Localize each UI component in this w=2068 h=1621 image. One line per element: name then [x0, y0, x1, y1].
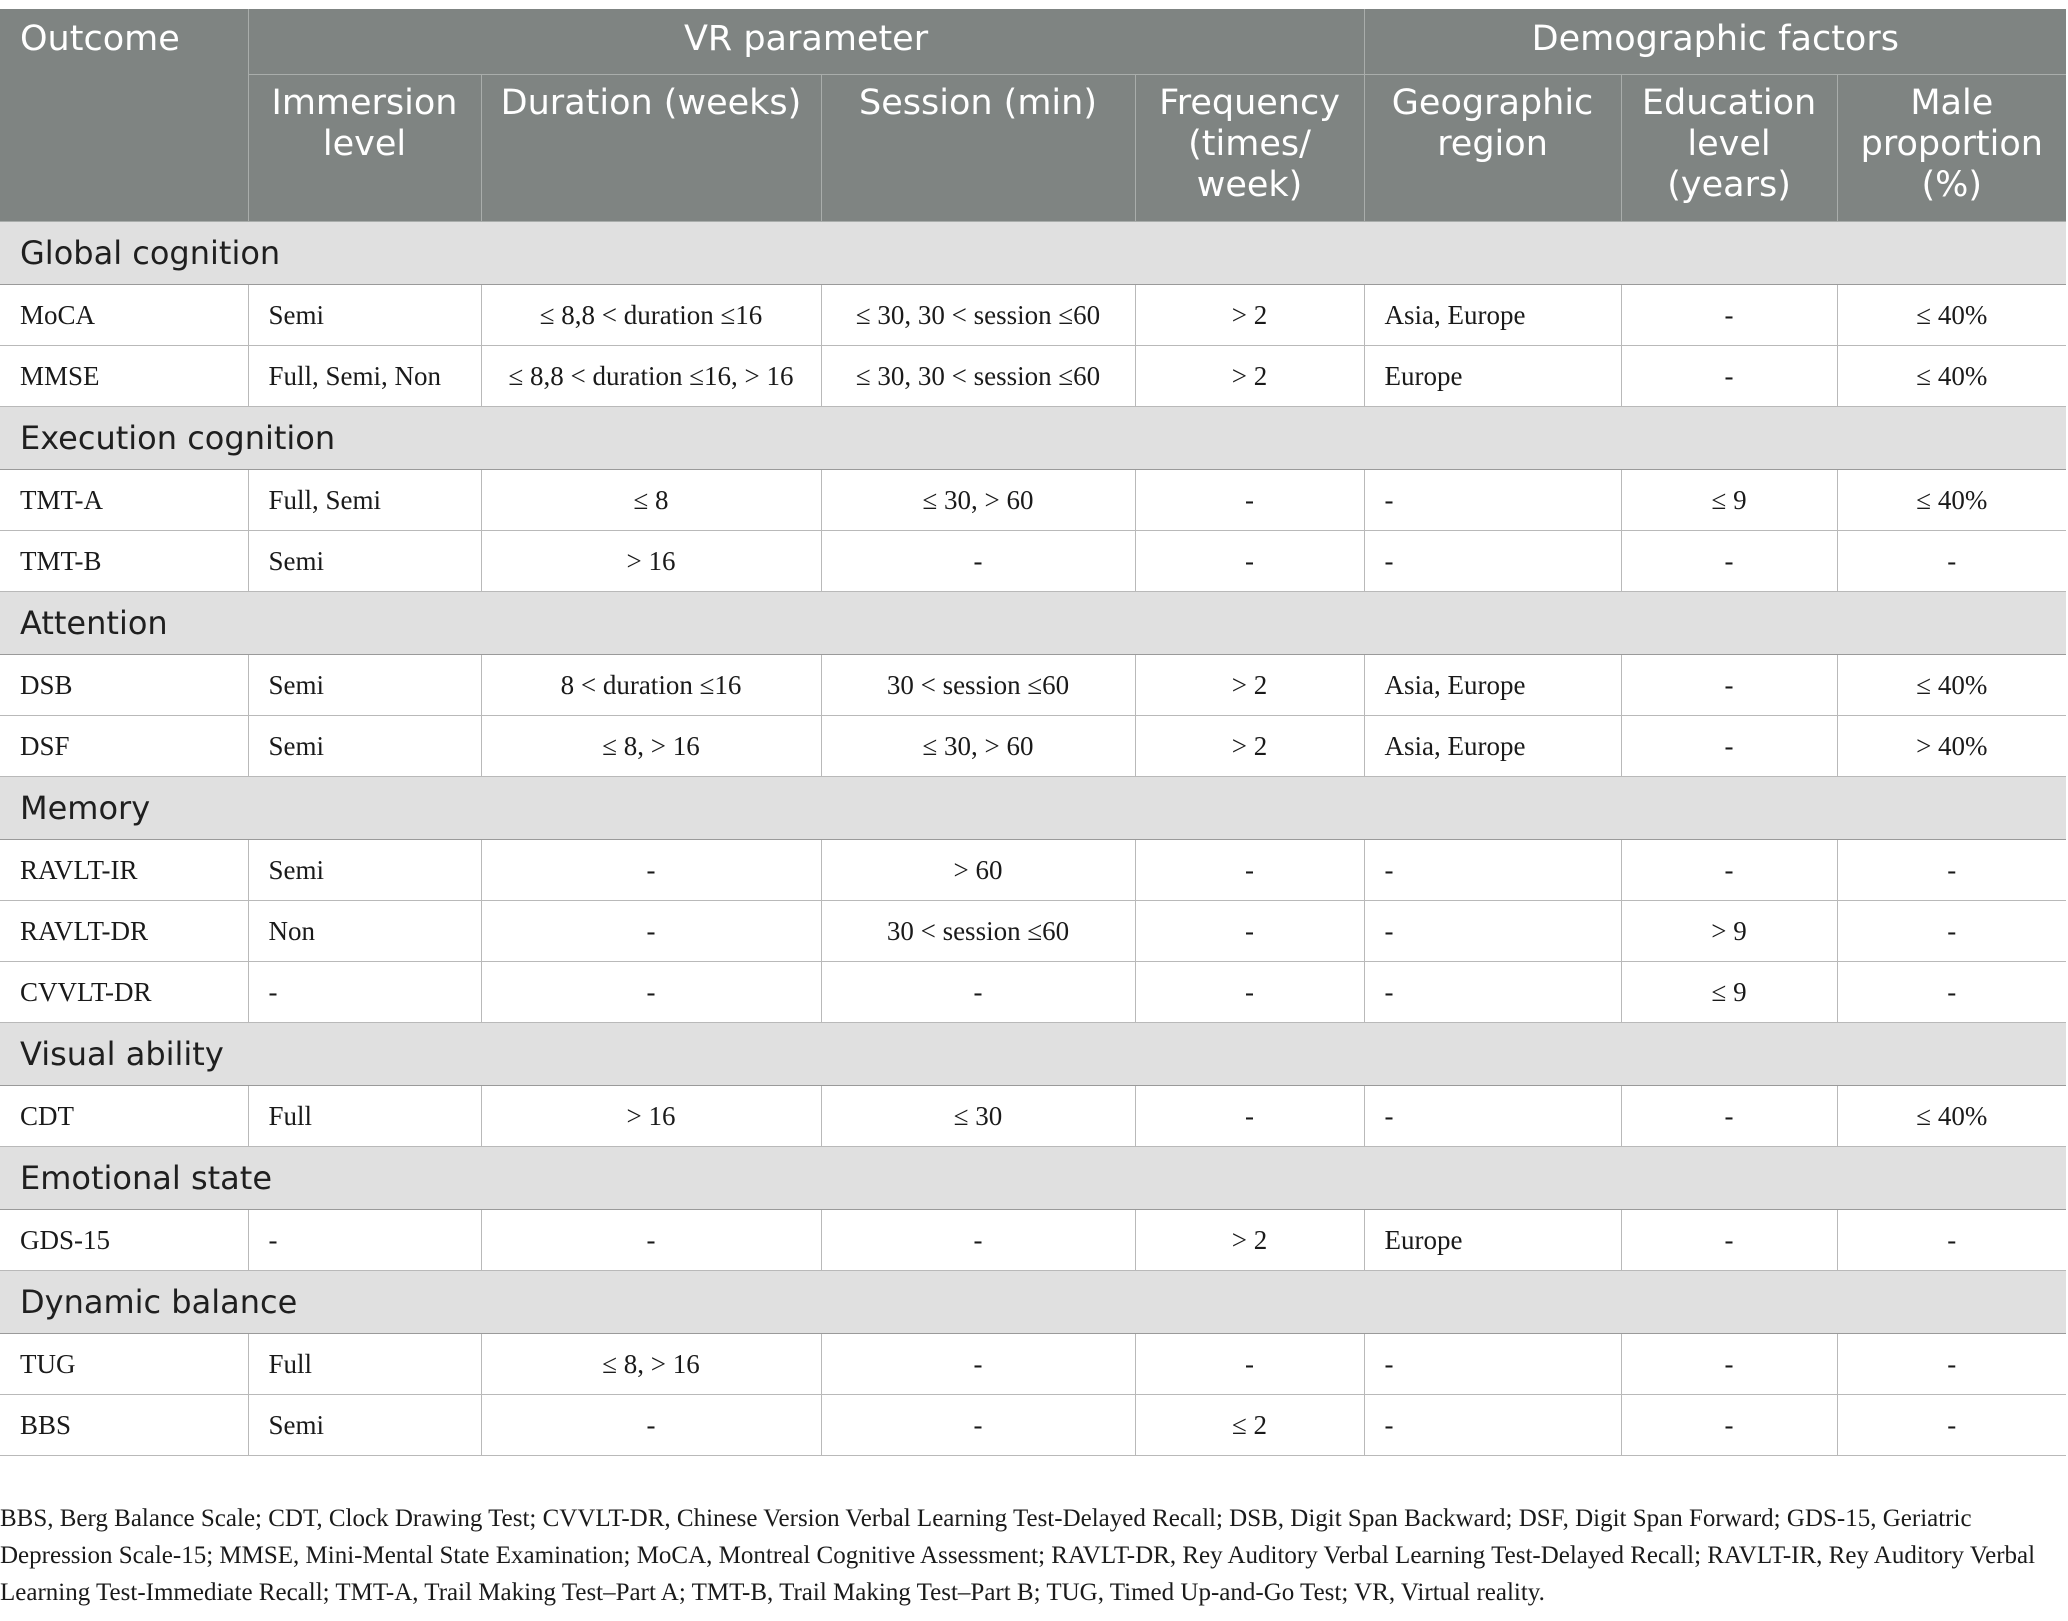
outcome-cell: RAVLT-IR	[0, 840, 248, 901]
section-row	[0, 1147, 2066, 1210]
outcome-cell: BBS	[0, 1395, 248, 1456]
table-cell: ≤ 8,8 < duration ≤16, > 16	[481, 346, 821, 407]
table-cell: Semi	[248, 1395, 481, 1456]
header-male-proportion: Male proportion (%)	[1837, 75, 2066, 222]
table-cell: -	[821, 1395, 1135, 1456]
outcome-cell: GDS-15	[0, 1210, 248, 1271]
table-cell: -	[481, 840, 821, 901]
table-cell: -	[1621, 531, 1837, 592]
table-row	[0, 655, 2066, 716]
table-cell: Semi	[248, 716, 481, 777]
table-cell: ≤ 40%	[1837, 1086, 2066, 1147]
table-cell: -	[248, 962, 481, 1023]
outcome-cell: RAVLT-DR	[0, 901, 248, 962]
table-cell: -	[1837, 1395, 2066, 1456]
table-cell: ≤ 30, > 60	[821, 716, 1135, 777]
table-cell: -	[1135, 531, 1364, 592]
table-row	[0, 840, 2066, 901]
table-cell: -	[821, 1334, 1135, 1395]
outcome-cell: DSF	[0, 716, 248, 777]
table-cell: ≤ 8,8 < duration ≤16	[481, 285, 821, 346]
table-cell: Full, Semi, Non	[248, 346, 481, 407]
section-title: Attention	[0, 592, 2066, 655]
table-cell: -	[481, 901, 821, 962]
table-cell: Asia, Europe	[1364, 285, 1621, 346]
section-title: Memory	[0, 777, 2066, 840]
table-row	[0, 1210, 2066, 1271]
section-row	[0, 1023, 2066, 1086]
table-cell: Semi	[248, 840, 481, 901]
table-cell: ≤ 9	[1621, 962, 1837, 1023]
table-cell: -	[1364, 1334, 1621, 1395]
header-frequency: Frequency (times/ week)	[1135, 75, 1364, 222]
table-cell: ≤ 40%	[1837, 285, 2066, 346]
table-cell: -	[1364, 1086, 1621, 1147]
table-cell: Semi	[248, 531, 481, 592]
table-cell: -	[1621, 840, 1837, 901]
table-cell: ≤ 8, > 16	[481, 716, 821, 777]
section-row	[0, 777, 2066, 840]
table-cell: -	[1837, 901, 2066, 962]
header-duration: Duration (weeks)	[481, 75, 821, 222]
table-row	[0, 1334, 2066, 1395]
outcome-cell: MoCA	[0, 285, 248, 346]
section-title: Visual ability	[0, 1023, 2066, 1086]
section-row	[0, 407, 2066, 470]
table-cell: ≤ 40%	[1837, 655, 2066, 716]
table-cell: -	[1837, 962, 2066, 1023]
outcome-cell: MMSE	[0, 346, 248, 407]
outcome-cell: CVVLT-DR	[0, 962, 248, 1023]
table-cell: > 2	[1135, 716, 1364, 777]
table-header	[0, 9, 2066, 222]
table-cell: -	[1837, 1210, 2066, 1271]
table-cell: Full	[248, 1334, 481, 1395]
table-cell: -	[1621, 1395, 1837, 1456]
header-outcome: Outcome	[0, 9, 248, 222]
outcome-cell: DSB	[0, 655, 248, 716]
table-cell: -	[1837, 840, 2066, 901]
table-cell: > 16	[481, 531, 821, 592]
table-cell: Semi	[248, 655, 481, 716]
table-row	[0, 470, 2066, 531]
header-vr-parameter: VR parameter	[248, 9, 1364, 75]
table-cell: ≤ 8, > 16	[481, 1334, 821, 1395]
table-cell: Europe	[1364, 346, 1621, 407]
table-cell: -	[1621, 1210, 1837, 1271]
table-cell: Non	[248, 901, 481, 962]
outcome-cell: CDT	[0, 1086, 248, 1147]
table-cell: Full, Semi	[248, 470, 481, 531]
table-row	[0, 1086, 2066, 1147]
table-cell: ≤ 30, 30 < session ≤60	[821, 346, 1135, 407]
table-row	[0, 346, 2066, 407]
table-cell: > 2	[1135, 655, 1364, 716]
table-cell: -	[1621, 655, 1837, 716]
table-cell: > 16	[481, 1086, 821, 1147]
table-cell: ≤ 8	[481, 470, 821, 531]
header-session: Session (min)	[821, 75, 1135, 222]
table-cell: -	[821, 531, 1135, 592]
table-cell: > 40%	[1837, 716, 2066, 777]
table-cell: -	[481, 1210, 821, 1271]
table-cell: -	[1135, 962, 1364, 1023]
section-row	[0, 592, 2066, 655]
outcome-cell: TMT-B	[0, 531, 248, 592]
table-row	[0, 901, 2066, 962]
table-cell: -	[1837, 531, 2066, 592]
header-immersion-level: Immersion level	[248, 75, 481, 222]
section-title: Execution cognition	[0, 407, 2066, 470]
table-cell: -	[1364, 1395, 1621, 1456]
table-cell: ≤ 40%	[1837, 470, 2066, 531]
table-cell: Semi	[248, 285, 481, 346]
table-row	[0, 531, 2066, 592]
table-cell: -	[821, 962, 1135, 1023]
section-title: Dynamic balance	[0, 1271, 2066, 1334]
table-cell: ≤ 30, 30 < session ≤60	[821, 285, 1135, 346]
table-cell: > 2	[1135, 285, 1364, 346]
table-row	[0, 716, 2066, 777]
table-row	[0, 962, 2066, 1023]
table-cell: -	[1135, 470, 1364, 531]
table-cell: -	[481, 1395, 821, 1456]
table-cell: -	[1135, 1334, 1364, 1395]
table-cell: 30 < session ≤60	[821, 655, 1135, 716]
table-cell: -	[1364, 962, 1621, 1023]
table-cell: ≤ 40%	[1837, 346, 2066, 407]
table-cell: ≤ 2	[1135, 1395, 1364, 1456]
table-cell: -	[1621, 285, 1837, 346]
table-cell: Full	[248, 1086, 481, 1147]
table-cell: Asia, Europe	[1364, 655, 1621, 716]
table-cell: Europe	[1364, 1210, 1621, 1271]
table-cell: -	[1135, 840, 1364, 901]
table-cell: ≤ 30	[821, 1086, 1135, 1147]
table-cell: -	[1135, 1086, 1364, 1147]
section-row	[0, 222, 2066, 285]
table-cell: > 2	[1135, 346, 1364, 407]
header-demographic-factors: Demographic factors	[1364, 9, 2066, 75]
table-row	[0, 285, 2066, 346]
table-cell: -	[1364, 531, 1621, 592]
table-cell: -	[481, 962, 821, 1023]
table-cell: -	[1621, 1086, 1837, 1147]
table-cell: > 60	[821, 840, 1135, 901]
footnote: BBS, Berg Balance Scale; CDT, Clock Drawing Test; CVVLT-DR, Chinese Version Verbal Learning Test-Delayed Recall; DSB, Digit Span Backward; DSF, Digit Span Forward; GDS-15, Geriatric Depression Scale-15; MMSE, Mini-Mental State Examination; MoCA, Montreal Cognitive Assessment; RAVLT-DR, Rey Auditory Verbal Learning Test-Delayed Recall; RAVLT-IR, Rey Auditory Verbal Learning Test-Immediate Recall; TMT-A, Trail Making Test–Part A; TMT-B, Trail Making Test–Part B; TUG, Timed Up-and-Go Test; VR, Virtual reality.	[0, 1505, 2036, 1606]
header-geographic-region: Geographic region	[1364, 75, 1621, 222]
table-cell: > 2	[1135, 1210, 1364, 1271]
table-cell: -	[1135, 901, 1364, 962]
table-cell: -	[1621, 1334, 1837, 1395]
section-title: Global cognition	[0, 222, 2066, 285]
table-cell: > 9	[1621, 901, 1837, 962]
table-row	[0, 1395, 2066, 1456]
section-title: Emotional state	[0, 1147, 2066, 1210]
table-cell: -	[1837, 1334, 2066, 1395]
outcome-cell: TMT-A	[0, 470, 248, 531]
table-body	[0, 222, 2066, 1456]
table-cell: -	[248, 1210, 481, 1271]
results-table	[0, 9, 2066, 1456]
table-cell: 8 < duration ≤16	[481, 655, 821, 716]
table-cell: -	[821, 1210, 1135, 1271]
table-cell: -	[1364, 470, 1621, 531]
table-cell: ≤ 9	[1621, 470, 1837, 531]
table-cell: Asia, Europe	[1364, 716, 1621, 777]
table-cell: -	[1621, 346, 1837, 407]
section-row	[0, 1271, 2066, 1334]
table-cell: -	[1621, 716, 1837, 777]
table-cell: ≤ 30, > 60	[821, 470, 1135, 531]
table-cell: -	[1364, 901, 1621, 962]
header-education-level: Education level (years)	[1621, 75, 1837, 222]
table-cell: -	[1364, 840, 1621, 901]
table-cell: 30 < session ≤60	[821, 901, 1135, 962]
outcome-cell: TUG	[0, 1334, 248, 1395]
